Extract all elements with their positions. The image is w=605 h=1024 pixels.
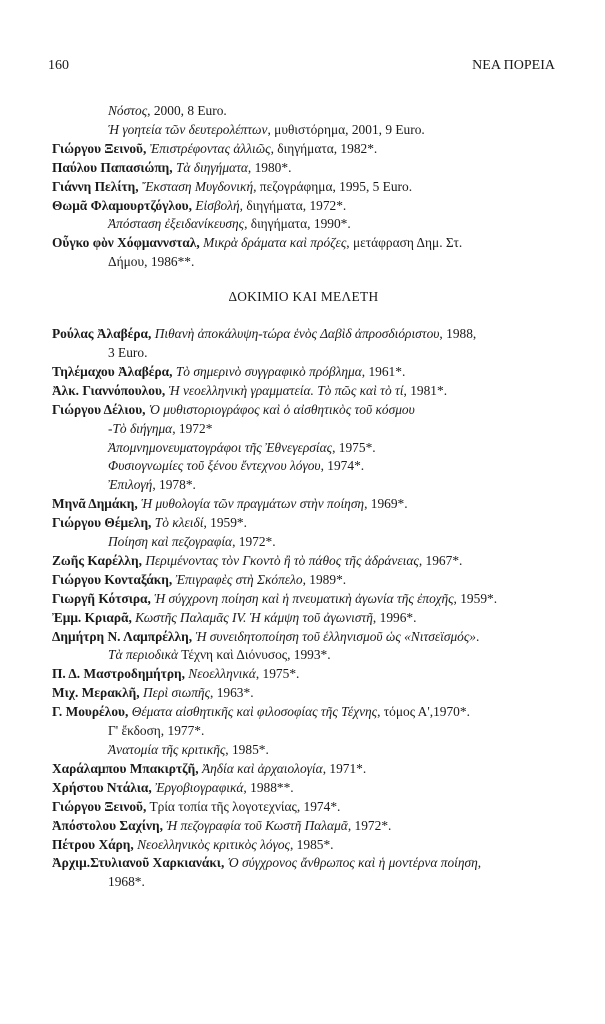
entry-details: , 1978*. (152, 477, 196, 493)
bibliography-entry (52, 722, 577, 741)
entry-details: , διηγήματα, 1972*. (239, 197, 347, 213)
entry-details: , 1972* (172, 420, 213, 436)
entry-title: -Τὸ διήγημα (108, 420, 173, 436)
entry-title: Ἀνατομία τῆς κριτικῆς (108, 742, 226, 757)
page-number: 160 (48, 58, 69, 73)
entry-author: Τηλέμαχου Ἀλαβέρα, (52, 363, 173, 379)
entry-author: Ζωῆς Καρέλλη, (52, 552, 142, 568)
entry-details: , τόμος Α',1970*. (377, 704, 470, 720)
bibliography-entry (52, 514, 577, 533)
bibliography-entry (52, 159, 577, 178)
entry-details: , 1985*. (289, 836, 334, 852)
bibliography-entry (52, 552, 577, 571)
bibliography-entry (52, 495, 577, 514)
entry-line (52, 684, 577, 703)
bibliography-entry (52, 439, 577, 458)
entry-author: Θωμᾶ Φλαμουρτζόγλου, (52, 197, 192, 213)
entry-line (52, 215, 577, 234)
entry-line (52, 817, 577, 836)
entry-author: Γιωργῆ Κότσιρα, (52, 590, 151, 606)
entry-title: Ποίηση καὶ πεζογραφία (108, 534, 233, 550)
entry-author: Γιώργου Δέλιου, (52, 401, 146, 417)
fiction-entries (52, 102, 577, 272)
entry-details: , διηγήματα, 1982*. (270, 140, 378, 156)
entry-line (52, 457, 577, 476)
bibliography-entry (52, 817, 577, 836)
bibliography-entry (52, 741, 577, 760)
entry-details: , 1974*. (320, 458, 365, 474)
bibliography (52, 102, 577, 892)
entry-line (52, 234, 577, 253)
bibliography-entry (52, 401, 577, 420)
entry-title: Ἀπομνημονευματογράφοι τῆς Ἐθνεγερσίας (108, 439, 333, 455)
bibliography-entry (52, 609, 577, 628)
entry-author: Π. Δ. Μαστροδημήτρη, (52, 666, 185, 682)
entry-line (52, 741, 577, 760)
entry-title: Ἀπόσταση ἐξειδανίκευσης (108, 216, 245, 232)
bibliography-entry (52, 703, 577, 722)
bibliography-entry (52, 646, 577, 665)
entry-title: Τὰ διηγήματα (175, 159, 248, 175)
bibliography-entry (52, 533, 577, 552)
entry-author: Χαράλαμπου Μπακιρτζῆ, (52, 760, 199, 776)
entry-author: Ἀπόστολου Σαχίνη, (52, 817, 163, 833)
entry-line (52, 590, 577, 609)
entry-line (52, 703, 577, 722)
entry-author: Παύλου Παπασιώπη, (52, 159, 173, 175)
entry-line (52, 197, 577, 216)
entry-details: , 1996*. (372, 609, 417, 625)
bibliography-entry (52, 476, 577, 495)
entry-title: Ἐπιλογή (108, 477, 153, 493)
entry-details: Τέχνη καὶ Διόνυσος, 1993*. (178, 647, 331, 663)
entry-details: , μετάφραση Δημ. Στ. (346, 235, 463, 251)
entry-line (52, 178, 577, 197)
bibliography-entry (52, 215, 577, 234)
entry-title: Ἔκσταση Μυγδονική (141, 178, 254, 194)
entry-author: Γιώργου Θέμελη, (52, 515, 152, 531)
entry-title: Κωστῆς Παλαμᾶς IV. Ἡ κάμψη τοῦ ἀγωνιστῆ (135, 609, 373, 625)
entry-continuation: Δήμου, 1986**. (108, 254, 195, 270)
entry-title: Ἐργοβιογραφικά (155, 779, 244, 795)
entry-details: , μυθιστόρημα, 2001, 9 Euro. (267, 121, 425, 137)
entry-line (52, 476, 577, 495)
entry-line (52, 514, 577, 533)
entry-line (52, 552, 577, 571)
entry-details: , 1967*. (418, 552, 463, 568)
entry-title: Πιθανὴ ἀποκάλυψη-τώρα ἑνὸς Δαβὶδ ἀπροσδιόριστου (154, 326, 440, 342)
entry-author: Ἀλκ. Γιαννόπουλου, (52, 382, 166, 398)
entry-title: Φυσιογνωμίες τοῦ ξένου ἔντεχνου λόγου (108, 458, 321, 474)
entry-details: , 2000, 8 Euro. (147, 103, 227, 118)
entry-title: Ἡ μυθολογία τῶν πραγμάτων στὴν ποίηση (141, 496, 365, 512)
entry-author: Ρούλας Ἀλαβέρα, (52, 326, 152, 342)
entry-line (52, 760, 577, 779)
bibliography-entry (52, 140, 577, 159)
bibliography-entry (52, 102, 577, 121)
entry-line (52, 722, 577, 741)
bibliography-entry (52, 234, 577, 272)
entry-title: Ἡ πεζογραφία τοῦ Κωστῆ Παλαμᾶ (166, 817, 348, 833)
bibliography-entry (52, 382, 577, 401)
entry-line (52, 363, 577, 382)
entry-author: Οὖγκο φὸν Χόφμαννσταλ, (52, 235, 200, 251)
entry-details: , 1975*. (255, 666, 300, 682)
bibliography-entry (52, 197, 577, 216)
entry-line (52, 779, 577, 798)
entry-details: , 1972*. (232, 534, 276, 550)
entry-author: Ἀρχιμ.Στυλιανοῦ Χαρκιανάκι, (52, 855, 225, 871)
running-header (48, 58, 555, 74)
entry-line (52, 798, 577, 817)
entry-details: Τρία τοπία τῆς λογοτεχνίας, 1974*. (149, 798, 341, 814)
entry-line (52, 401, 577, 420)
section-heading: ΔΟΚΙΜΙΟ ΚΑΙ ΜΕΛΕΤΗ (228, 289, 379, 305)
entry-details: , 1972*. (347, 817, 392, 833)
entry-line (52, 420, 577, 439)
entry-details: , (477, 855, 482, 871)
bibliography-entry (52, 178, 577, 197)
bibliography-entry (52, 628, 577, 647)
entry-line (52, 854, 577, 873)
entry-continuation: 1968*. (108, 874, 145, 890)
bibliography-entry (52, 590, 577, 609)
entry-line (52, 665, 577, 684)
entry-line (52, 159, 577, 178)
entry-details: , 1969*. (364, 496, 408, 512)
entry-author: Πέτρου Χάρη, (52, 836, 134, 852)
bibliography-entry (52, 363, 577, 382)
entry-line (52, 382, 577, 401)
entry-title: Τὰ περιοδικὰ (108, 647, 179, 663)
entry-title: Νόστος (108, 103, 148, 118)
entry-title: Ἡ συνειδητοποίηση τοῦ ἑλληνισμοῦ ὡς «Νιτσεϊσμός» (195, 628, 477, 644)
entry-title: Ἡ σύγχρονη ποίηση καὶ ἡ πνευματικὴ ἀγωνία τῆς ἐποχῆς (154, 590, 454, 606)
entry-author: Χρήστου Ντάλια, (52, 779, 152, 795)
entry-author: Γιώργου Κονταξάκη, (52, 571, 173, 587)
entry-line (52, 495, 577, 514)
essay-entries (52, 325, 577, 892)
entry-details: , πεζογράφημα, 1995, 5 Euro. (253, 178, 413, 194)
entry-details: , 1980*. (247, 159, 292, 175)
entry-details: , 1989*. (302, 571, 347, 587)
bibliography-entry (52, 420, 577, 439)
entry-title: Ἀηδία καὶ ἀρχαιολογία (201, 760, 323, 776)
entry-title: Ὁ σύγχρονος ἄνθρωπος καὶ ἡ μοντέρνα ποίηση (227, 855, 478, 871)
entry-author: Γιώργου Ξεινοῦ, (52, 140, 147, 156)
bibliography-entry (52, 457, 577, 476)
entry-details: , 1988**. (243, 779, 294, 795)
entry-details: , 1961*. (361, 363, 406, 379)
bibliography-entry (52, 836, 577, 855)
entry-details: , 1971*. (322, 760, 367, 776)
bibliography-entry (52, 571, 577, 590)
entry-author: Μηνᾶ Δημάκη, (52, 496, 138, 512)
entry-title: Νεοελληνικὸς κριτικὸς λόγος (137, 836, 290, 852)
entry-title: Ἡ νεοελληνικὴ γραμματεία. Τὸ πῶς καὶ τὸ τί (168, 382, 404, 398)
entry-title: Ὁ μυθιστοριογράφος καὶ ὁ αἰσθητικὸς τοῦ κόσμου (148, 401, 415, 417)
entry-details: Γ' ἔκδοση, 1977*. (108, 723, 205, 739)
entry-title: Νεοελληνικά (188, 666, 256, 682)
entry-line (52, 325, 577, 344)
entry-title: Μικρὰ δράματα καὶ πρόζες (203, 235, 347, 251)
bibliography-entry (52, 798, 577, 817)
entry-details: , 1988, (439, 326, 477, 342)
entry-details: , διηγήματα, 1990*. (244, 216, 351, 232)
entry-details: , 1959*. (203, 515, 247, 531)
entry-author: Μιχ. Μερακλῆ, (52, 685, 140, 701)
entry-author: Γιάννη Πελίτη, (52, 178, 139, 194)
entry-line (52, 646, 577, 665)
entry-details: , 1975*. (332, 439, 376, 455)
entry-line (52, 439, 577, 458)
entry-details: , 1963*. (210, 685, 254, 701)
entry-line (52, 836, 577, 855)
bibliography-entry (52, 854, 577, 892)
entry-author: Ἐμμ. Κριαρᾶ, (52, 609, 132, 625)
entry-line (52, 628, 577, 647)
bibliography-entry (52, 760, 577, 779)
entry-line (52, 140, 577, 159)
entry-line (52, 571, 577, 590)
entry-title: Περὶ σιωπῆς (143, 685, 211, 701)
entry-details: , 1959*. (453, 590, 498, 606)
entry-author: Γ. Μουρέλου, (52, 704, 129, 720)
bibliography-entry (52, 684, 577, 703)
entry-title: Ἐπιγραφὲς στὴ Σκόπελο (175, 571, 303, 587)
bibliography-entry (52, 779, 577, 798)
entry-continuation: 3 Euro. (108, 344, 148, 360)
entry-title: Θέματα αἰσθητικῆς καὶ φιλοσοφίας τῆς Τέχνης (131, 704, 378, 720)
entry-title: Τὸ κλειδί (154, 515, 204, 531)
entry-line (52, 121, 577, 140)
entry-details: . (476, 628, 480, 644)
entry-title: Ἡ γοητεία τῶν δευτερολέπτων (108, 121, 268, 137)
bibliography-entry (52, 665, 577, 684)
entry-title: Ἐπιστρέφοντας ἀλλιῶς (149, 140, 271, 156)
bibliography-entry (52, 325, 577, 363)
entry-title: Τὸ σημερινὸ συγγραφικὸ πρόβλημα (175, 363, 362, 379)
entry-details: , 1981*. (403, 382, 448, 398)
entry-title: Εἰσβολή (195, 197, 240, 213)
entry-author: Δημήτρη Ν. Λαμπρέλλη, (52, 628, 193, 644)
bibliography-entry (52, 121, 577, 140)
entry-line (52, 102, 577, 121)
entry-line (52, 533, 577, 552)
entry-line (52, 609, 577, 628)
journal-title: ΝΕΑ ΠΟΡΕΙΑ (472, 58, 555, 73)
entry-details: , 1985*. (225, 742, 269, 757)
entry-author: Γιώργου Ξεινοῦ, (52, 798, 147, 814)
entry-title: Περιμένοντας τὸν Γκοντὸ ἢ τὸ πάθος τῆς ἀδράνειας (145, 552, 419, 568)
